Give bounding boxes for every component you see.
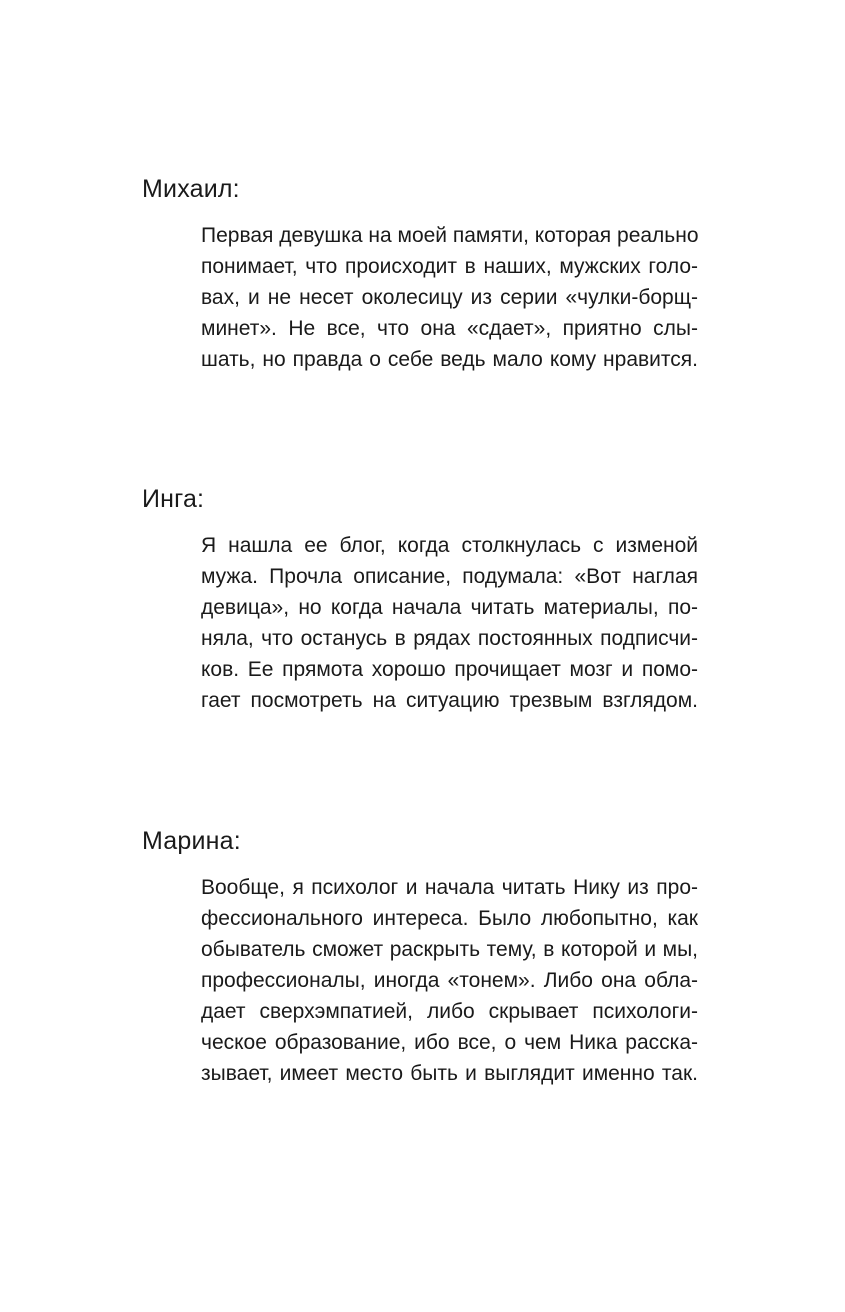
- text-line: ков. Ее прямота хорошо прочищает мозг и помо-: [201, 658, 698, 681]
- text-line: профессионалы, иногда «тонем». Либо она обла-: [201, 969, 698, 992]
- text-line: зывает, имеет место быть и выглядит именно так.: [201, 1062, 698, 1085]
- text-line: вах, и не несет околесицу из серии «чулки-борщ-: [201, 286, 698, 309]
- text-line: шать, но правда о себе ведь мало кому нравится.: [201, 348, 698, 371]
- testimonial-text: [201, 530, 698, 716]
- text-line: минет». Не все, что она «сдает», приятно слы-: [201, 317, 698, 340]
- text-line: Первая девушка на моей памяти, которая реально: [201, 224, 699, 247]
- testimonial-text: [201, 872, 698, 1089]
- text-line: гает посмотреть на ситуацию трезвым взглядом.: [201, 689, 698, 712]
- text-line: обыватель сможет раскрыть тему, в которой и мы,: [201, 938, 698, 961]
- text-line: понимает, что происходит в наших, мужских голо-: [201, 255, 698, 278]
- author-name: Марина:: [142, 827, 241, 855]
- text-line: дает сверхэмпатией, либо скрывает психологи-: [201, 1000, 698, 1023]
- text-line: няла, что останусь в рядах постоянных подписчи-: [201, 627, 698, 650]
- text-line: Вообще, я психолог и начала читать Нику из про-: [201, 876, 698, 899]
- testimonial-text: [201, 220, 698, 375]
- text-line: Я нашла ее блог, когда столкнулась с изменой: [201, 534, 698, 557]
- author-name: Инга:: [142, 485, 205, 513]
- text-line: девица», но когда начала читать материалы, по-: [201, 596, 698, 619]
- text-line: мужа. Прочла описание, подумала: «Вот наглая: [201, 565, 698, 588]
- text-line: ческое образование, ибо все, о чем Ника расска-: [201, 1031, 698, 1054]
- text-line: фессионального интереса. Было любопытно, как: [201, 907, 698, 930]
- author-name: Михаил:: [142, 175, 240, 203]
